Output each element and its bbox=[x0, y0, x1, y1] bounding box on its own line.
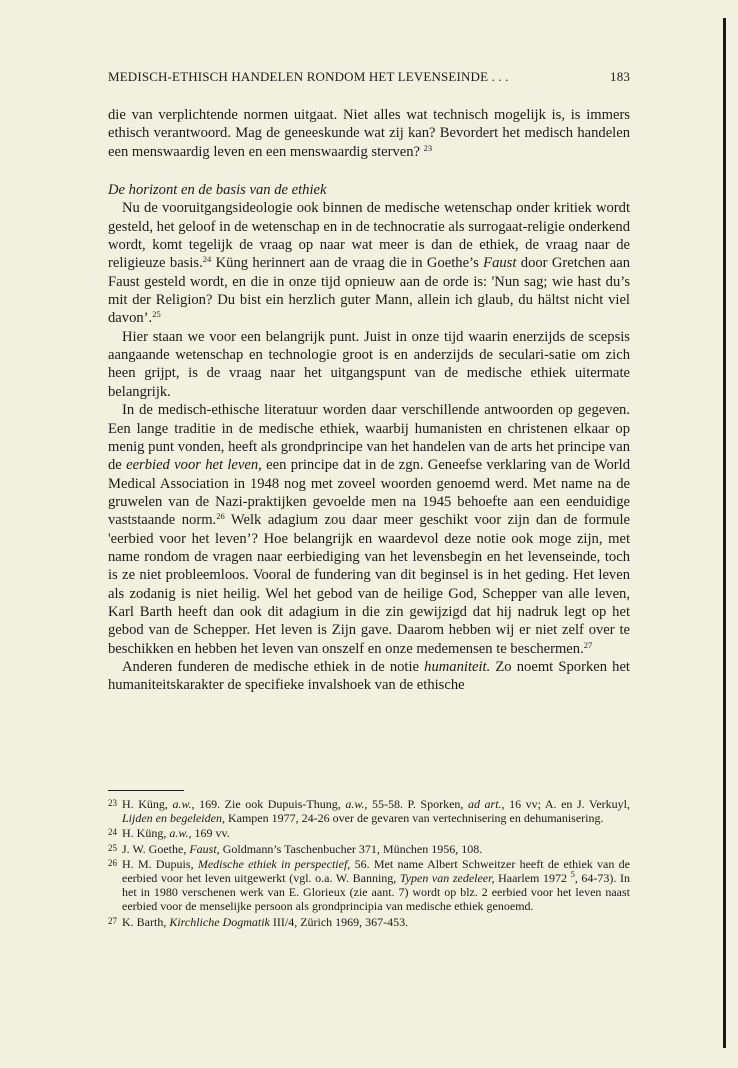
paragraph: Anderen funderen de medische ethiek in de notie humaniteit. Zo noemt Sporken het humaniteitskarakter de specifieke invalshoek van de ethische bbox=[108, 658, 630, 694]
footnote: 26 H. M. Dupuis, Medische ethiek in perspectief, 56. Met name Albert Schweitzer heeft de ethiek van de eerbied voor het leven uitgewerkt (vgl. o.a. W. Banning, Typen van zedeleer, Haarlem 1972 $^5$, 64-73). In het in 1980 verschenen werk van E. Glorieux (zie aant. 7) wordt op blz. 2 eerbied voor het leven naast eerbied voor de menselijke persoon als grondprincipia van medische ethiek genoemd. bbox=[108, 856, 630, 914]
footnote-ref: 23 bbox=[423, 142, 433, 153]
page-number: 183 bbox=[610, 69, 630, 84]
footnote-rule bbox=[108, 790, 184, 791]
footnote: 24 H. Küng, a.w., 169 vv. bbox=[108, 826, 230, 841]
footnote-ref: 26 bbox=[216, 511, 225, 522]
paragraph: In de medisch-ethische literatuur worden daar verschillende antwoorden op gegeven. Een lange traditie in de medische ethiek, waarbij humanisten en christenen elkaar op menig punt vonden, heeft als grondprincipe van het handelen van de arts het principe van de eerbied voor het leven, een principe dat in de zgn. Geneefse verklaring van de World Medical Association in 1948 nog met zoveel woorden genoemd werd. Met name na de gruwelen van de Nazi-praktijken gevoelde men na 1945 behoefte aan een eenduidige vaststaande norm.$^{26}$ Welk adagium zou daar meer geschikt voor zijn dan de formule 'eerbied voor het leven’? Hoe belangrijk en waardevol deze notie ook moge zijn, met name rondom de vragen naar eerbiediging van het levensbegin en het levenseinde, toch is ze niet probleemloos. Vooral de fundering van dit beginsel is in het geding. Het leven als zodanig is niet heilig. Wel het gebod van de heilige God, Schepper van alle leven, Karl Barth heeft dan ook dit adagium in die zin gewijzigd dat hij nadruk legt op het gebod van de Schepper. Het leven is Zijn gave. Daarom hebben wij er niet zelf over te beschikken en hebben het leven van onszelf en onze medemensen te beschermen.$^{27}$ bbox=[108, 402, 630, 657]
footnote-ref: 25 bbox=[152, 309, 161, 320]
footnote: 27 K. Barth, Kirchliche Dogmatik III/4, Zürich 1969, 367-453. bbox=[108, 914, 409, 929]
page-edge-line bbox=[723, 18, 726, 1048]
footnotes bbox=[108, 796, 630, 929]
footnote: 23 H. Küng, a.w., 169. Zie ook Dupuis-Thung, a.w., 55-58. P. Sporken, ad art., 16 vv; A. en J. Verkuyl, Lijden en begeleiden, Kampen 1977, 24-26 over de gevaren van vertechnisering en dehumanisering. bbox=[108, 797, 630, 826]
running-head-title: MEDISCH-ETHISCH HANDELEN RONDOM HET LEVENSEINDE . . . bbox=[108, 69, 509, 84]
paragraph: Hier staan we voor een belangrijk punt. Juist in onze tijd waarin enerzijds de scepsis aangaande wetenschap en technologie groot is en anderzijds de seculari-satie om zich heen grijpt, is de vraag naar het uitgangspunt van de medische ethiek uitermate belangrijk. bbox=[108, 328, 630, 400]
footnote-ref: 27 bbox=[583, 639, 593, 650]
body-text bbox=[108, 106, 630, 695]
paragraph-continuation: die van verplichtende normen uitgaat. Niet alles wat technisch mogelijk is, is immers ethisch verantwoord. Mag de geneeskunde wat zij kan? Bevordert het medisch handelen een menswaardig leven en een menswaardig sterven? $^{23}$ bbox=[108, 107, 630, 160]
paragraph: Nu de vooruitgangsideologie ook binnen de medische wetenschap onder kritiek wordt gesteld, het geloof in de wetenschap en in de technocratie als surrogaat-religie onderkend wordt, komt tegelijk de vraag op naar wat meer is dan de ethiek, de vraag naar de religieuze basis.$^{24}$ Küng herinnert aan de vraag die in Goethe’s Faust door Gretchen aan Faust gesteld wordt, en die in onze tijd opnieuw aan de orde is: 'Nun sag; wie hast du’s mit der Religion? Du bist ein herzlich guter Mann, allein ich glaub, du hältst nicht viel davon’.$^{25}$ bbox=[108, 200, 630, 327]
footnote: 25 J. W. Goethe, Faust, Goldmann’s Taschenbucher 371, München 1956, 108. bbox=[108, 841, 483, 856]
section-heading: De horizont en de basis van de ethiek bbox=[108, 182, 327, 199]
footnote-ref: 24 bbox=[202, 254, 212, 265]
